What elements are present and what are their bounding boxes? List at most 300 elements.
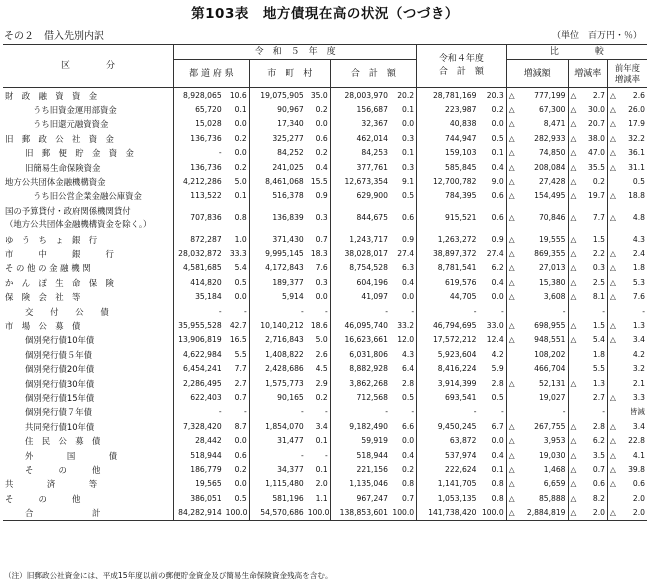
- cell-r4p: 4.2: [478, 348, 506, 362]
- cell-dv: 3,608: [517, 290, 568, 304]
- cell-dv: 27,428: [517, 175, 568, 189]
- cell-r4p: 0.9: [478, 233, 506, 247]
- cell-r4v: 8,416,224: [437, 364, 477, 374]
- cell-r4p: 6.2: [478, 261, 506, 275]
- cell-r4v: 141,738,420: [417, 506, 479, 521]
- cell-r4v: 46,794,695: [432, 321, 477, 331]
- cell-tv: 3,862,268: [349, 378, 388, 388]
- row-label: うち旧還元融資資金: [3, 117, 174, 131]
- cell-r4v: 619,576: [445, 277, 477, 287]
- cell-pt: △: [609, 263, 616, 273]
- cell-tp: 0.0: [390, 434, 417, 448]
- cell-rt: △: [570, 378, 577, 388]
- cell-tp: 9.1: [390, 175, 417, 189]
- cell-tp: 6.4: [390, 362, 417, 376]
- cell-pv: 8,928,065: [183, 90, 222, 100]
- cell-cv: 9,995,145: [265, 249, 304, 259]
- cell-r4p: 0.0: [478, 434, 506, 448]
- table-row: [3, 463, 647, 477]
- cell-dt: △: [508, 191, 515, 201]
- cell-cv: 19,075,905: [260, 90, 304, 100]
- cell-pt: [607, 348, 618, 362]
- cell-cv: 1,575,773: [265, 378, 304, 388]
- cell-pvr: 1.3: [632, 321, 645, 331]
- cell-r4v: 28,781,169: [432, 90, 477, 100]
- cell-dt: △: [508, 493, 515, 503]
- cell-cv: 5,914: [281, 292, 304, 302]
- cell-pv: 35,184: [195, 292, 222, 302]
- row-label: そ の 他: [3, 463, 174, 477]
- cell-dv: 208,084: [517, 160, 568, 174]
- cell-dt: △: [508, 213, 515, 223]
- cell-pp: 0.5: [224, 492, 250, 506]
- cell-pv: 35,955,528: [178, 321, 222, 331]
- cell-cp: 4.5: [306, 362, 331, 376]
- cell-pvr: 皆減: [629, 407, 645, 417]
- cell-pv: 4,212,286: [183, 176, 222, 186]
- cell-cv: 325,277: [272, 133, 304, 143]
- cell-r4v: 693,541: [445, 393, 477, 402]
- cell-pt: △: [609, 479, 616, 489]
- cell-rv: 7.7: [579, 204, 608, 233]
- cell-tp: 0.5: [390, 391, 417, 405]
- cell-r4p: 0.0: [478, 117, 506, 131]
- table-row: [3, 434, 647, 448]
- cell-r4p: 0.5: [478, 132, 506, 146]
- cell-rt: △: [570, 321, 577, 331]
- cell-pp: 8.7: [224, 420, 250, 434]
- cell-pv: 136,736: [190, 162, 222, 172]
- cell-dv: 869,355: [517, 247, 568, 261]
- cell-dv: 3,953: [517, 434, 568, 448]
- cell-pp: 7.7: [224, 362, 250, 376]
- cell-rv: -: [579, 405, 608, 419]
- cell-pvr: 1.8: [632, 263, 645, 273]
- cell-rv: 35.5: [579, 160, 608, 174]
- cell-r4v: 915,521: [445, 213, 477, 223]
- row-label: 個別発行債10年債: [3, 333, 174, 347]
- cell-rv: 2.7: [579, 391, 608, 405]
- cell-tp: 0.4: [390, 276, 417, 290]
- cell-rt: △: [570, 176, 577, 186]
- cell-rv: -: [579, 304, 608, 318]
- cell-rv: 38.0: [579, 132, 608, 146]
- cell-pv: 7,328,420: [183, 421, 222, 431]
- cell-dv: 6,659: [517, 477, 568, 491]
- cell-cp: 18.6: [306, 319, 331, 333]
- cell-rt: △: [570, 249, 577, 259]
- cell-tp: 0.0: [390, 290, 417, 304]
- header-rate: 増減率: [568, 60, 607, 88]
- cell-dv: 74,850: [517, 146, 568, 160]
- cell-cv: 4,172,843: [265, 263, 304, 273]
- cell-cp: 0.3: [306, 276, 331, 290]
- cell-tv: 1,243,717: [349, 234, 388, 244]
- cell-pvr: 18.8: [628, 191, 645, 201]
- cell-dv: 466,704: [517, 362, 568, 376]
- cell-rt: [568, 304, 579, 318]
- cell-pvr: 22.8: [628, 436, 645, 446]
- table-row: [3, 506, 647, 521]
- table-row: [3, 189, 647, 203]
- cell-rt: △: [570, 162, 577, 172]
- cell-tv: 377,761: [356, 162, 388, 172]
- table-row: [3, 276, 647, 290]
- table-row: [3, 261, 647, 275]
- cell-pt: △: [607, 506, 618, 521]
- cell-dt: △: [508, 148, 515, 158]
- row-label: 個別発行債30年債: [3, 376, 174, 390]
- cell-rv: 0.3: [579, 261, 608, 275]
- row-label: 個別発行債15年債: [3, 391, 174, 405]
- cell-rt: △: [570, 277, 577, 287]
- header-prev-rate-line2: 増減率: [614, 73, 641, 84]
- cell-cp: 0.2: [306, 391, 331, 405]
- cell-rt: △: [570, 479, 577, 489]
- header-compare: 比 較: [506, 45, 647, 60]
- cell-cp: 0.3: [306, 204, 331, 233]
- cell-r4p: 0.4: [478, 448, 506, 462]
- cell-pv: 386,051: [190, 493, 222, 503]
- cell-r4p: 12.4: [478, 333, 506, 347]
- cell-r4v: 744,947: [445, 133, 477, 143]
- cell-pvr: 5.3: [632, 277, 645, 287]
- cell-cp: 0.2: [306, 103, 331, 117]
- cell-pvr: 0.5: [632, 176, 645, 186]
- cell-pv: 707,836: [190, 213, 222, 223]
- cell-r4p: 0.4: [478, 160, 506, 174]
- cell-pp: 0.8: [224, 204, 250, 233]
- cell-pvr: 3.2: [632, 364, 645, 374]
- cell-r4v: 537,974: [445, 450, 477, 460]
- cell-pt: △: [609, 133, 616, 143]
- cell-pvr: -: [642, 306, 645, 316]
- row-label: 個別発行債20年債: [3, 362, 174, 376]
- cell-r4p: 6.7: [478, 420, 506, 434]
- cell-dt: [506, 348, 517, 362]
- cell-rt: △: [570, 90, 577, 100]
- cell-cv: 54,570,686: [249, 506, 306, 521]
- table-row: [3, 88, 647, 103]
- cell-pv: 622,403: [190, 393, 222, 402]
- cell-pt: △: [609, 436, 616, 446]
- cell-rt: △: [570, 292, 577, 302]
- cell-pv: -: [218, 148, 222, 158]
- cell-tp: 2.8: [390, 376, 417, 390]
- cell-tv: 1,135,046: [349, 479, 388, 489]
- cell-dv: 67,300: [517, 103, 568, 117]
- row-label: [3, 204, 174, 233]
- cell-rt: △: [570, 263, 577, 273]
- cell-pvr: 2.0: [618, 506, 647, 521]
- cell-pt: △: [609, 292, 616, 302]
- cell-cp: 100.0: [306, 506, 331, 521]
- cell-dv: 19,555: [517, 233, 568, 247]
- cell-cv: 8,461,068: [265, 176, 304, 186]
- table-row: [3, 405, 647, 419]
- cell-pt: [607, 405, 618, 419]
- table-row: [3, 376, 647, 390]
- cell-dt: △: [508, 479, 515, 489]
- cell-pp: 5.4: [224, 261, 250, 275]
- row-label: 外 国 債: [3, 448, 174, 462]
- cell-r4p: 2.8: [478, 376, 506, 390]
- table-row: [3, 448, 647, 462]
- cell-rv: 0.2: [579, 175, 608, 189]
- cell-dt: [506, 405, 517, 419]
- cell-tv: 41,097: [361, 292, 388, 302]
- cell-r4p: 0.1: [478, 463, 506, 477]
- cell-r4v: 9,450,245: [437, 421, 477, 431]
- row-label: 旧 郵 便 貯 金 資 金: [3, 146, 174, 160]
- cell-pvr: 4.3: [632, 234, 645, 244]
- header-city: 市 町 村: [249, 60, 330, 88]
- row-label: うち旧公営企業金融公庫資金: [3, 189, 174, 203]
- cell-dt: △: [508, 450, 515, 460]
- cell-rv: 1.3: [579, 376, 608, 390]
- unit-label: （単位 百万円・％）: [551, 31, 642, 41]
- cell-tv: 967,247: [356, 493, 388, 503]
- cell-pt: △: [609, 277, 616, 287]
- cell-cv: 371,430: [272, 234, 304, 244]
- cell-pv: 13,906,819: [178, 335, 222, 345]
- cell-pvr: 3.4: [632, 421, 645, 431]
- header-prev-rate: [607, 60, 647, 88]
- table-row: [3, 247, 647, 261]
- cell-cv: -: [300, 407, 304, 417]
- cell-pvr: 3.4: [632, 335, 645, 345]
- cell-r4v: 63,872: [449, 436, 477, 446]
- cell-cp: 0.4: [306, 160, 331, 174]
- cell-cp: 2.9: [306, 376, 331, 390]
- cell-rv: 3.5: [579, 448, 608, 462]
- cell-pp: 0.7: [224, 391, 250, 405]
- row-label: そ の 他: [3, 492, 174, 506]
- cell-dv: 2,884,819: [517, 506, 568, 521]
- cell-pt: [607, 304, 618, 318]
- row-label: 旧簡易生命保険資金: [3, 160, 174, 174]
- cell-rt: △: [570, 464, 577, 474]
- cell-tv: 59,919: [361, 436, 388, 446]
- cell-r4p: 0.0: [478, 290, 506, 304]
- cell-r4v: 784,395: [445, 191, 477, 201]
- cell-r4p: 20.3: [478, 88, 506, 103]
- cell-rv: 1.5: [579, 319, 608, 333]
- cell-pp: 5.0: [224, 175, 250, 189]
- cell-pv: -: [218, 306, 222, 316]
- cell-cv: -: [300, 306, 304, 316]
- cell-pt: [607, 175, 618, 189]
- cell-cv: 2,716,843: [265, 335, 304, 345]
- cell-pv: 28,032,872: [178, 249, 222, 259]
- cell-cp: -: [306, 304, 331, 318]
- header-prev-rate-line1: 前年度: [614, 62, 641, 73]
- cell-r4p: 0.6: [478, 204, 506, 233]
- cell-pvr: 17.9: [628, 119, 645, 129]
- cell-cv: 516,378: [272, 191, 304, 201]
- cell-pvr: 26.0: [628, 104, 645, 114]
- cell-pp: 1.0: [224, 233, 250, 247]
- cell-rv: 0.7: [579, 463, 608, 477]
- cell-pt: △: [609, 162, 616, 172]
- cell-rt: △: [568, 506, 579, 521]
- cell-dv: 1,468: [517, 463, 568, 477]
- cell-pv: 186,779: [190, 464, 222, 474]
- cell-cv: 90,165: [277, 393, 304, 402]
- cell-r4p: 100.0: [478, 506, 506, 521]
- row-label: ゆ う ち ょ 銀 行: [3, 233, 174, 247]
- header-diff: 増減額: [506, 60, 568, 88]
- cell-pv: 518,944: [190, 450, 222, 460]
- table-row: [3, 362, 647, 376]
- cell-rt: △: [570, 191, 577, 201]
- cell-dt: [506, 304, 517, 318]
- cell-cv: 1,408,822: [265, 349, 304, 359]
- cell-rt: △: [570, 234, 577, 244]
- cell-rv: 20.7: [579, 117, 608, 131]
- cell-rt: △: [570, 335, 577, 345]
- cell-pp: 0.0: [224, 117, 250, 131]
- cell-tv: 9,182,490: [349, 421, 388, 431]
- cell-tp: 6.3: [390, 261, 417, 275]
- cell-dv: 948,551: [517, 333, 568, 347]
- cell-r4p: 0.8: [478, 492, 506, 506]
- cell-cp: 0.2: [306, 146, 331, 160]
- cell-dt: △: [506, 506, 517, 521]
- cell-r4v: 8,781,541: [437, 263, 477, 273]
- cell-rv: 2.5: [579, 276, 608, 290]
- footnote: （注）旧郵政公社資金には、平成15年度以前の郵便貯金資金及び簡易生命保険資金残高を含む。: [4, 571, 333, 580]
- cell-tv: 462,014: [356, 133, 388, 143]
- cell-tp: 0.2: [390, 463, 417, 477]
- cell-cv: -: [300, 450, 304, 460]
- cell-tv: 38,028,017: [344, 249, 388, 259]
- cell-cp: 3.4: [306, 420, 331, 434]
- cell-r4p: 9.0: [478, 175, 506, 189]
- cell-pt: △: [609, 421, 616, 431]
- header-r4-line2: 合 計 額: [438, 67, 484, 78]
- cell-pp: 42.7: [224, 319, 250, 333]
- cell-tv: 28,003,970: [344, 90, 388, 100]
- cell-tp: 0.9: [390, 233, 417, 247]
- cell-pvr: 0.6: [632, 479, 645, 489]
- cell-dv: 19,030: [517, 448, 568, 462]
- cell-dt: △: [508, 133, 515, 143]
- cell-cv: 581,196: [272, 493, 304, 503]
- cell-cv: 10,140,212: [260, 321, 304, 331]
- cell-r4v: 159,103: [445, 148, 477, 158]
- cell-pv: 136,736: [190, 133, 222, 143]
- cell-pp: -: [224, 304, 250, 318]
- cell-dt: △: [508, 263, 515, 273]
- row-label: 共同発行債10年債: [3, 420, 174, 434]
- cell-dv: 282,933: [517, 132, 568, 146]
- cell-tv: 518,944: [356, 450, 388, 460]
- table-row: [3, 492, 647, 506]
- row-label: 交 付 公 債: [3, 304, 174, 318]
- cell-tp: -: [390, 405, 417, 419]
- header-r4-line1: 令和４年度: [438, 54, 484, 65]
- cell-tp: 0.5: [390, 189, 417, 203]
- cell-dt: △: [508, 277, 515, 287]
- cell-rt: △: [570, 450, 577, 460]
- cell-r4p: 0.1: [478, 146, 506, 160]
- cell-rt: △: [570, 213, 577, 223]
- cell-pp: 100.0: [224, 506, 250, 521]
- cell-r4v: -: [473, 407, 477, 417]
- cell-tv: 8,754,528: [349, 263, 388, 273]
- cell-cv: 17,340: [277, 119, 304, 129]
- cell-tv: 84,253: [361, 148, 388, 158]
- table-row: [3, 117, 647, 131]
- header-r4: [417, 45, 507, 88]
- cell-pp: 0.2: [224, 132, 250, 146]
- cell-pv: 65,720: [195, 104, 222, 114]
- table-row: [3, 477, 647, 491]
- cell-cv: 1,115,480: [265, 479, 304, 489]
- cell-tv: 844,675: [356, 213, 388, 223]
- cell-tv: -: [385, 407, 388, 417]
- cell-pt: △: [609, 90, 616, 100]
- cell-cp: 0.6: [306, 132, 331, 146]
- cell-tv: 138,853,601: [330, 506, 390, 521]
- row-label: 保 険 会 社 等: [3, 290, 174, 304]
- row-label: 市 中 銀 行: [3, 247, 174, 261]
- cell-r4p: 33.0: [478, 319, 506, 333]
- cell-pvr: 31.1: [628, 162, 645, 172]
- cell-cp: 2.6: [306, 348, 331, 362]
- cell-rt: [568, 405, 579, 419]
- row-label: そ の 他 の 金 融 機 関: [3, 261, 174, 275]
- cell-tp: 100.0: [390, 506, 417, 521]
- cell-pvr: 3.3: [632, 393, 645, 402]
- table-body: [3, 88, 647, 521]
- cell-pt: △: [609, 335, 616, 345]
- cell-dv: 8,471: [517, 117, 568, 131]
- cell-cp: 0.9: [306, 189, 331, 203]
- cell-dv: -: [517, 405, 568, 419]
- cell-dt: △: [508, 335, 515, 345]
- row-label: 旧 郵 政 公 社 資 金: [3, 132, 174, 146]
- table-subtitle: その２ 借入先別内訳: [4, 31, 104, 42]
- row-label: か ん ぽ 生 命 保 険: [3, 276, 174, 290]
- cell-tv: -: [385, 306, 388, 316]
- cell-rt: [568, 362, 579, 376]
- cell-pp: 0.1: [224, 103, 250, 117]
- cell-r4p: 27.4: [478, 247, 506, 261]
- cell-tv: 221,156: [356, 464, 388, 474]
- cell-pt: △: [609, 249, 616, 259]
- cell-r4v: 585,845: [445, 162, 477, 172]
- cell-pt: △: [609, 148, 616, 158]
- cell-pp: 10.6: [224, 88, 250, 103]
- cell-r4v: 1,141,705: [437, 479, 477, 489]
- cell-cp: -: [306, 448, 331, 462]
- cell-rv: 8.2: [579, 492, 608, 506]
- cell-dv: 70,846: [517, 204, 568, 233]
- row-label-line1: 国の予算貸付・政府関係機関貸付: [5, 206, 131, 217]
- cell-tp: 6.6: [390, 420, 417, 434]
- cell-rv: 5.5: [579, 362, 608, 376]
- cell-pvr: 4.1: [632, 450, 645, 460]
- row-label: 財 政 融 資 資 金: [3, 88, 174, 103]
- cell-pt: △: [609, 191, 616, 201]
- row-label: 共 済 等: [3, 477, 174, 491]
- table-row: [3, 146, 647, 160]
- cell-pvr: 4.8: [632, 213, 645, 223]
- cell-pt: △: [609, 464, 616, 474]
- cell-dt: △: [508, 378, 515, 388]
